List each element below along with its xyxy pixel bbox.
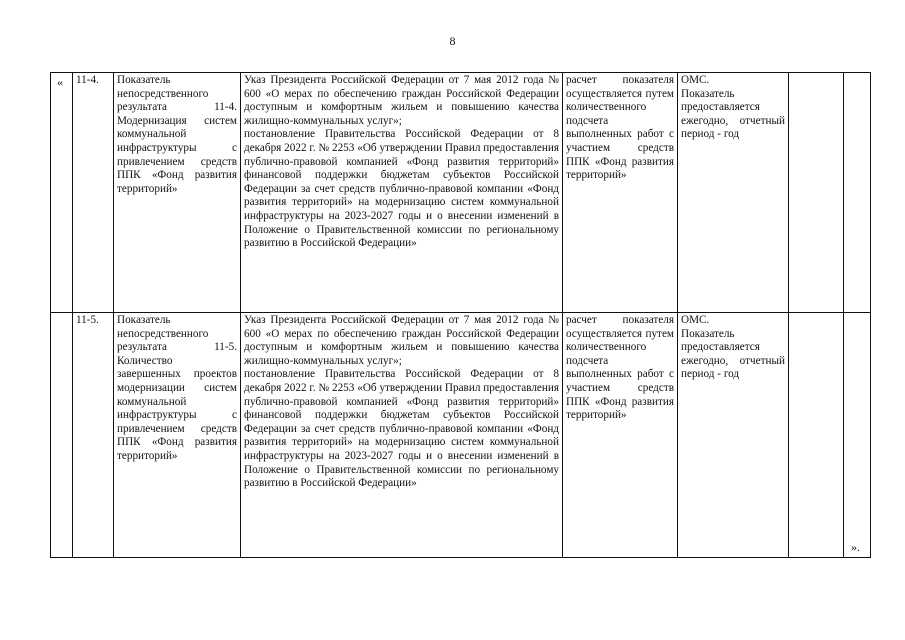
calculation-method: расчет показателя осуществляется путем количественного подсчета выполненных работ с участием средств ППК «Фонд развития территорий»: [563, 313, 678, 558]
legal-act-resolution: постановление Правительства Российской Федерации от 8 декабря 2022 г. № 2253 «Об утверждении Правил предоставления публично-правовой компанией «Фонд развития территорий» финансовой поддержки бюджетам субъектов Российской Федерации за счет средств публично-правовой компании «Фонд развития территорий» на модернизацию систем коммунальной инфраструктуры на 2023-2027 годы и о внесении изменений в Положение о Правительственной комиссии по региональному развитию в Российской Федерации»: [244, 368, 559, 490]
legal-act-decree: Указ Президента Российской Федерации от 7 мая 2012 года № 600 «О мерах по обеспечению граждан Российской Федерации доступным и комфортным жильем и повышению качества жилищно-коммунальных услуг»;: [244, 314, 559, 367]
row-number: 11-5.: [73, 313, 114, 558]
table-row: [51, 73, 871, 313]
closing-quote: ».: [851, 540, 860, 554]
reporting-frequency: Показатель предоставляется ежегодно, отчетный период - год: [681, 87, 785, 141]
legal-basis: [241, 73, 563, 313]
opening-quote: «: [57, 75, 63, 89]
responsible-and-frequency: [678, 313, 789, 558]
responsible-body: ОМС.: [681, 314, 710, 326]
margin-cell: [51, 313, 73, 558]
page-number: 8: [449, 34, 456, 48]
empty-cell: [789, 73, 844, 313]
legal-act-decree: Указ Президента Российской Федерации от 7 мая 2012 года № 600 «О мерах по обеспечению граждан Российской Федерации доступным и комфортным жильем и повышению качества жилищно-коммунальных услуг»;: [244, 74, 559, 127]
indicator-name: Показатель непосредственного результата 11-4. Модернизация систем коммунальной инфраструктуры с привлечением средств ППК «Фонд развития территорий»: [114, 73, 241, 313]
empty-cell: [844, 313, 871, 558]
responsible-and-frequency: [678, 73, 789, 313]
indicator-name: Показатель непосредственного результата 11-5. Количество завершенных проектов модернизации систем коммунальной инфраструктуры с привлечением средств ППК «Фонд развития территорий»: [114, 313, 241, 558]
row-number: 11-4.: [73, 73, 114, 313]
legal-act-resolution: постановление Правительства Российской Федерации от 8 декабря 2022 г. № 2253 «Об утверждении Правил предоставления публично-правовой компанией «Фонд развития территорий» финансовой поддержки бюджетам субъектов Российской Федерации за счет средств публично-правовой компании «Фонд развития территорий» на модернизацию систем коммунальной инфраструктуры на 2023-2027 годы и о внесении изменений в Положение о Правительственной комиссии по региональному развитию в Российской Федерации»: [244, 128, 559, 250]
calculation-method: расчет показателя осуществляется путем количественного подсчета выполненных работ с участием средств ППК «Фонд развития территорий»: [563, 73, 678, 313]
empty-cell: [844, 73, 871, 313]
table-row: [51, 313, 871, 558]
indicators-table: [50, 72, 871, 558]
reporting-frequency: Показатель предоставляется ежегодно, отчетный период - год: [681, 327, 785, 381]
responsible-body: ОМС.: [681, 74, 710, 86]
margin-cell: [51, 73, 73, 313]
legal-basis: [241, 313, 563, 558]
empty-cell: [789, 313, 844, 558]
